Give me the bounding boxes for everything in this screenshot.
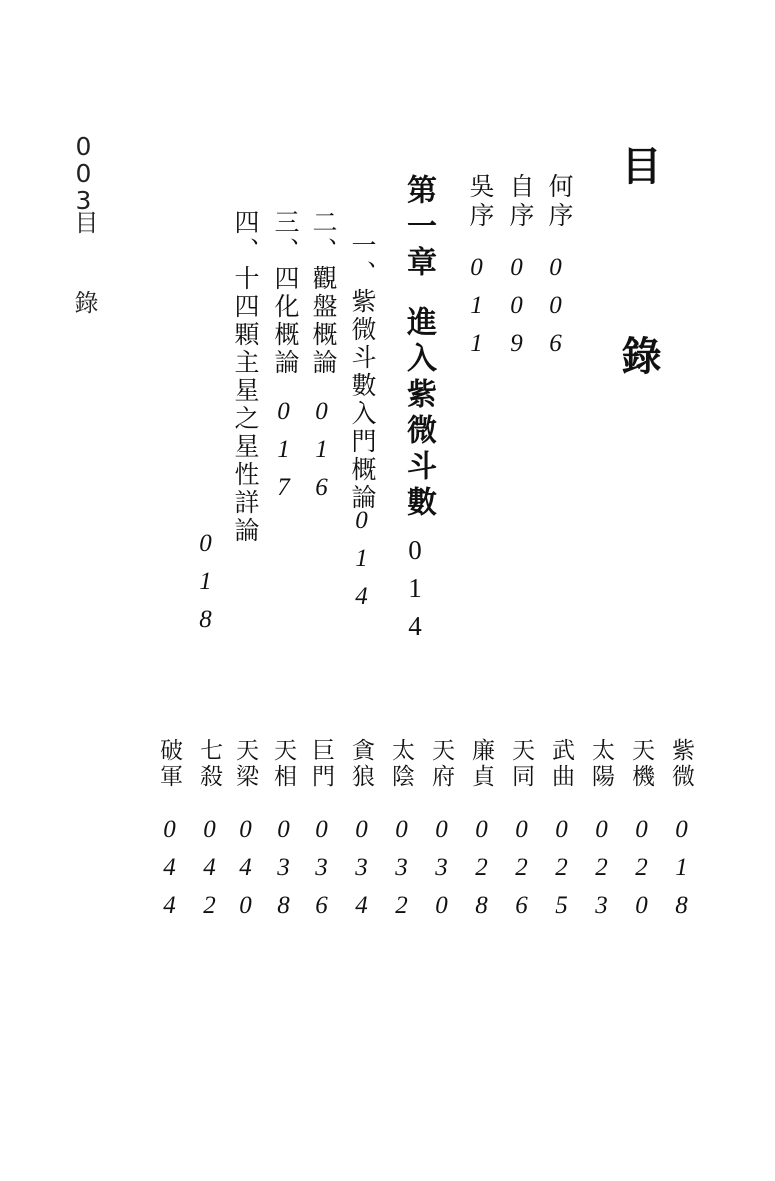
- toc-entry-title: 巨門: [308, 738, 334, 790]
- toc-entry-title: 廉貞: [468, 738, 494, 790]
- toc-entry-page: 020: [628, 816, 655, 930]
- toc-entry-page: 026: [508, 816, 535, 930]
- toc-entry-page: 032: [388, 816, 415, 930]
- toc-entry-page: 018: [668, 816, 695, 930]
- toc-entry-title: 天機: [628, 738, 654, 790]
- toc-entry-page: 038: [270, 816, 297, 930]
- toc-entry-page: 034: [348, 816, 375, 930]
- toc-entry-page: 025: [548, 816, 575, 930]
- toc-entry-title: 吳序: [466, 173, 495, 231]
- page-title: 目 錄: [615, 145, 661, 427]
- toc-entry-title: 何序: [545, 173, 574, 231]
- toc-entry-title: 天相: [270, 738, 296, 790]
- toc-entry-title: 一、紫微斗數入門概論: [348, 232, 377, 512]
- toc-entry-title: 自序: [506, 173, 535, 231]
- toc-entry-page: 018: [192, 530, 219, 644]
- toc-entry-page: 009: [503, 254, 530, 368]
- toc-entry-page: 006: [542, 254, 569, 368]
- toc-entry-page: 017: [270, 398, 297, 512]
- toc-entry-page: 042: [196, 816, 223, 930]
- toc-entry-title: 太陰: [388, 738, 414, 790]
- toc-entry-title: 太陽: [588, 738, 614, 790]
- toc-entry-page: 044: [156, 816, 183, 930]
- toc-entry-page: 011: [463, 254, 490, 368]
- toc-entry-page: 014: [348, 507, 375, 621]
- toc-entry-page: 028: [468, 816, 495, 930]
- toc-entry-title: 武曲: [548, 738, 574, 790]
- toc-entry-title: 三、四化概論: [271, 209, 300, 377]
- running-page-number: 003: [69, 132, 98, 213]
- toc-entry-title: 二、觀盤概論: [309, 209, 338, 377]
- running-header-label: 目 錄: [70, 210, 98, 328]
- toc-entry-title: 破軍: [156, 738, 182, 790]
- chapter-heading: 第一章: [401, 174, 436, 282]
- toc-entry-page: 016: [308, 398, 335, 512]
- toc-entry-title: 貪狼: [348, 738, 374, 790]
- toc-entry-title: 天同: [508, 738, 534, 790]
- toc-entry-title: 七殺: [196, 738, 222, 790]
- toc-entry-title: 天梁: [232, 738, 258, 790]
- toc-entry-title: 四、十四顆主星之星性詳論: [231, 209, 260, 545]
- chapter-page-number: 014: [400, 535, 430, 649]
- toc-entry-page: 036: [308, 816, 335, 930]
- toc-entry-title: 紫微: [668, 738, 694, 790]
- toc-entry-title: 天府: [428, 738, 454, 790]
- toc-entry-page: 040: [232, 816, 259, 930]
- toc-entry-page: 030: [428, 816, 455, 930]
- chapter-title: 進入紫微斗數: [401, 306, 436, 522]
- toc-entry-page: 023: [588, 816, 615, 930]
